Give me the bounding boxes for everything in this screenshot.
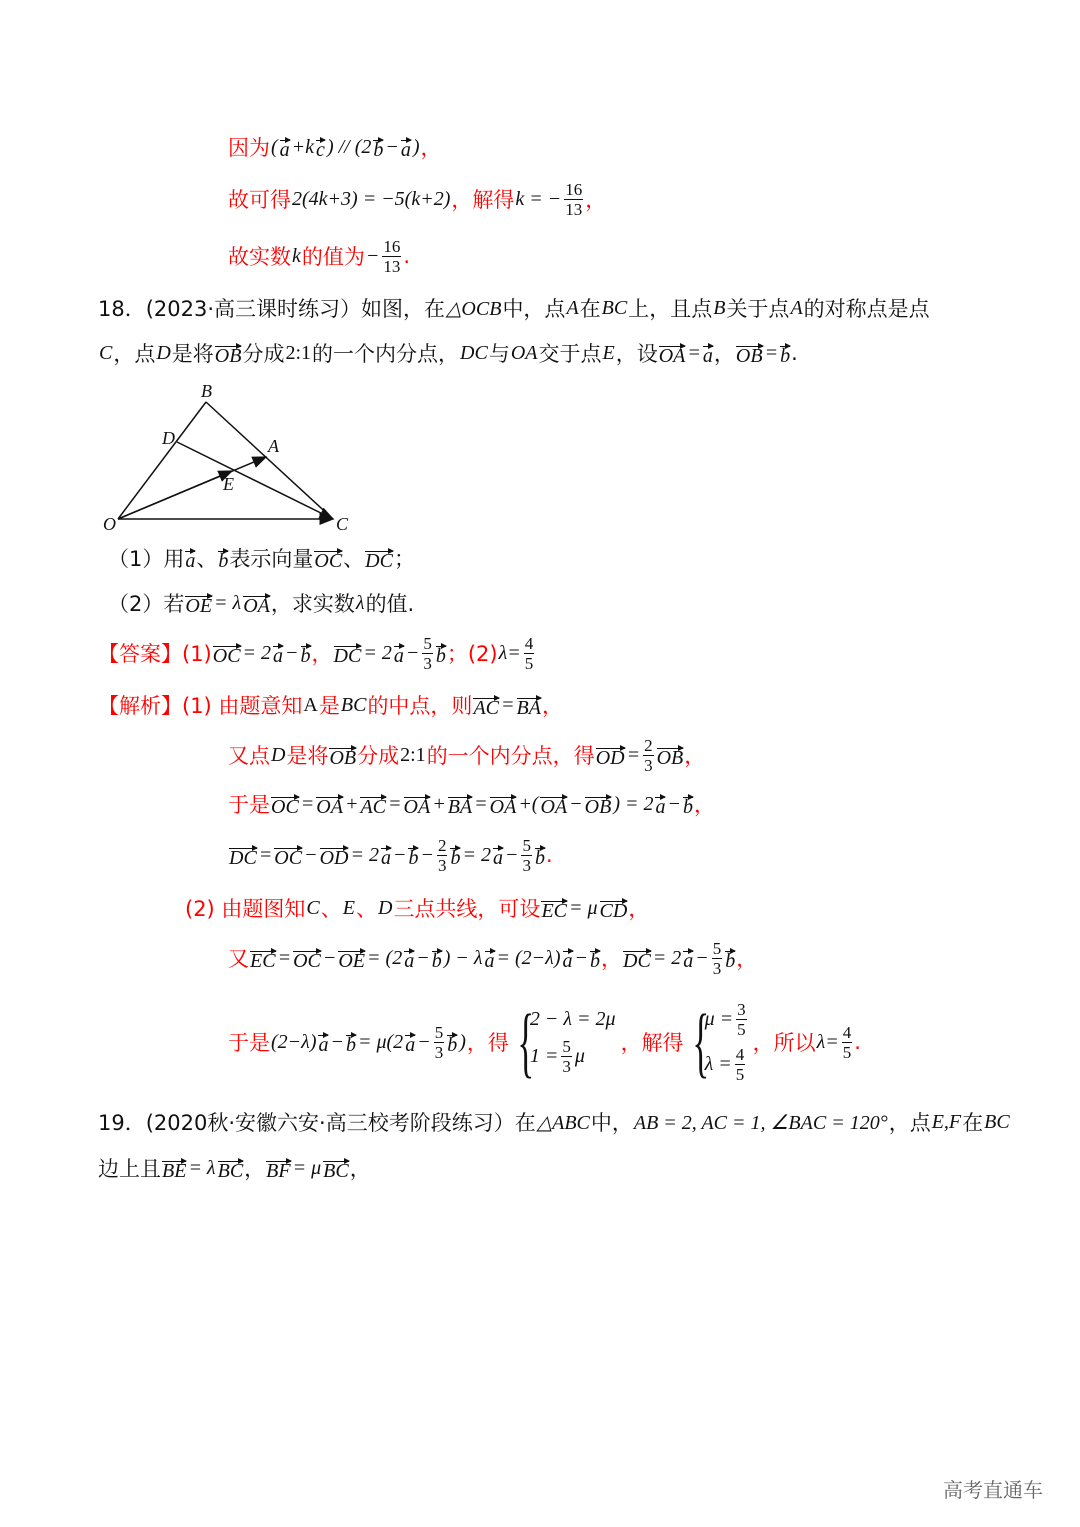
vector: b bbox=[373, 139, 384, 161]
math-expression: DC bbox=[460, 341, 488, 364]
vector: OB bbox=[584, 796, 612, 818]
label-b: B bbox=[201, 381, 212, 401]
text-run: ， bbox=[420, 136, 442, 160]
text-run: ，点 bbox=[888, 1111, 931, 1135]
vector: OA bbox=[316, 796, 343, 818]
math-expression: ) // (2 bbox=[326, 135, 372, 158]
math-expression: △ABC bbox=[536, 1111, 590, 1134]
vector: BC bbox=[323, 1160, 349, 1182]
text-run: ， bbox=[628, 897, 650, 921]
system-row bbox=[529, 1008, 617, 1031]
text-run: 中，点 bbox=[502, 297, 566, 321]
text-run: 的一个内分点，得 bbox=[426, 744, 595, 768]
system-rows bbox=[704, 1000, 749, 1084]
math-expression: + bbox=[432, 792, 446, 815]
math-expression: D bbox=[156, 341, 171, 364]
vector: b bbox=[682, 796, 693, 818]
vector: OA bbox=[489, 796, 517, 818]
text-run: 的对称点是点 bbox=[803, 297, 930, 321]
math-expression: (2−λ) bbox=[271, 1030, 317, 1053]
math-expression: = μ bbox=[569, 896, 598, 919]
vector: CD bbox=[599, 900, 628, 922]
fraction bbox=[434, 1023, 445, 1062]
fraction-denominator: 3 bbox=[423, 653, 432, 673]
vector: OA bbox=[243, 595, 270, 617]
text-run: ， bbox=[585, 188, 607, 212]
vector: OB bbox=[329, 747, 357, 769]
text-run: 因为 bbox=[228, 136, 270, 160]
text-run: ，求实数 bbox=[270, 592, 355, 616]
fraction bbox=[643, 736, 654, 775]
math-expression: = 2 bbox=[462, 843, 491, 866]
vector: a bbox=[273, 645, 284, 667]
math-expression: D bbox=[377, 896, 393, 919]
equation-system bbox=[513, 998, 617, 1085]
text-run: 故可得 bbox=[228, 188, 291, 212]
math-expression: λ bbox=[355, 591, 365, 614]
text-run: 、 bbox=[320, 897, 342, 921]
math-expression: BC bbox=[601, 296, 628, 319]
text-run: （2）若 bbox=[108, 592, 185, 616]
text-run: ，点 bbox=[113, 342, 156, 366]
text-run: 与 bbox=[488, 342, 510, 366]
system-row bbox=[704, 1000, 749, 1039]
math-expression: = (2 bbox=[367, 946, 403, 969]
text-run: 的中点，则 bbox=[367, 694, 473, 718]
math-expression: = bbox=[764, 341, 779, 364]
vector: OC bbox=[212, 645, 241, 667]
vector: a bbox=[404, 950, 415, 972]
text-run: 于是 bbox=[228, 793, 270, 817]
label-o: O bbox=[103, 514, 116, 534]
vector: b bbox=[435, 645, 446, 667]
text-run: 边上且 bbox=[98, 1157, 161, 1181]
label-a: A bbox=[268, 436, 279, 456]
fraction-denominator: 5 bbox=[524, 653, 534, 673]
math-expression: BC bbox=[984, 1110, 1010, 1133]
text-run: ， bbox=[693, 793, 715, 817]
text-run: 分成 bbox=[357, 744, 400, 768]
math-expression: = (2−λ) bbox=[496, 946, 561, 969]
text-run: ， bbox=[684, 744, 706, 768]
math-expression: − bbox=[285, 641, 299, 664]
vector: a bbox=[702, 345, 713, 367]
fraction-denominator: 3 bbox=[712, 958, 722, 978]
text-run: ， bbox=[541, 694, 563, 718]
vector: OB bbox=[735, 345, 763, 367]
math-upright: 2:1 bbox=[285, 341, 312, 364]
vector: b bbox=[345, 1034, 356, 1056]
math-expression: − bbox=[695, 946, 709, 969]
vector: b bbox=[780, 345, 791, 367]
math-expression: − bbox=[667, 792, 681, 815]
fraction-numerator: 4 bbox=[524, 633, 534, 653]
vector-dc bbox=[177, 442, 333, 519]
text-run: ，解得 bbox=[451, 188, 515, 212]
fraction-numerator: 5 bbox=[712, 938, 722, 958]
text-run: （1）用 bbox=[108, 547, 185, 571]
math-expression: − bbox=[420, 843, 434, 866]
text-run: ， bbox=[736, 947, 758, 971]
math-expression: μ bbox=[574, 1045, 585, 1067]
math-expression: E,F bbox=[931, 1110, 962, 1133]
math-expression: − bbox=[392, 843, 407, 866]
text-run: ，得 bbox=[466, 1031, 509, 1055]
text-run: 中， bbox=[590, 1111, 633, 1135]
fraction bbox=[437, 836, 448, 875]
fraction bbox=[521, 836, 532, 875]
vector: DC bbox=[333, 645, 362, 667]
text-run: ， bbox=[349, 1157, 371, 1181]
vector: DC bbox=[229, 847, 257, 869]
math-expression: − bbox=[405, 641, 420, 664]
fraction bbox=[561, 1037, 572, 1076]
math-expression: − bbox=[569, 792, 583, 815]
text-run: . bbox=[403, 244, 411, 268]
math-expression: = 2 bbox=[242, 641, 272, 664]
vector: a bbox=[279, 139, 290, 161]
fraction-denominator: 3 bbox=[644, 755, 653, 775]
math-expression: k bbox=[292, 244, 301, 267]
text-run: 是将 bbox=[171, 342, 214, 366]
vector: b bbox=[300, 645, 311, 667]
math-expression: ) bbox=[459, 1030, 466, 1053]
label-d: D bbox=[162, 428, 175, 448]
text-run: (2) 由题图知 bbox=[185, 897, 306, 921]
fraction bbox=[422, 634, 433, 673]
fraction-denominator: 5 bbox=[842, 1042, 852, 1062]
fraction-numerator: 5 bbox=[562, 1037, 571, 1056]
label-c: C bbox=[336, 514, 349, 534]
text-run: . bbox=[854, 1030, 861, 1054]
math-expression: = 2 bbox=[363, 641, 392, 664]
vector: a bbox=[562, 950, 573, 972]
vector: OB bbox=[214, 345, 242, 367]
math-expression: C bbox=[306, 896, 320, 919]
vector: b bbox=[450, 847, 461, 869]
math-expression: = μ bbox=[292, 1156, 322, 1179]
answer-line bbox=[98, 623, 536, 683]
math-expression: = μ(2 bbox=[357, 1030, 404, 1053]
math-expression: k = − bbox=[515, 187, 562, 210]
vector: b bbox=[590, 950, 600, 972]
text-run: ，设 bbox=[615, 342, 658, 366]
vector: c bbox=[316, 139, 325, 161]
text-run: 上，且点 bbox=[628, 297, 713, 321]
math-expression: − bbox=[416, 946, 430, 969]
fraction bbox=[712, 939, 723, 978]
vector: b bbox=[725, 950, 736, 972]
fraction-denominator: 13 bbox=[383, 256, 401, 276]
math-expression: E bbox=[602, 341, 615, 364]
left-brace-icon: { bbox=[517, 998, 535, 1085]
fraction-numerator: 4 bbox=[842, 1022, 852, 1042]
system-rows bbox=[529, 1008, 617, 1076]
math-expression: E bbox=[342, 896, 355, 919]
math-expression: 2(4k+3) = −5(k+2) bbox=[292, 187, 451, 210]
fraction-denominator: 3 bbox=[522, 855, 531, 875]
text-run: ； bbox=[393, 547, 415, 571]
math-expression: = bbox=[474, 792, 488, 815]
math-upright: A bbox=[303, 693, 318, 716]
math-expression: AB = 2, AC = 1, ∠BAC = 120° bbox=[633, 1111, 888, 1134]
vector: BE bbox=[162, 1160, 187, 1182]
label-e: E bbox=[223, 474, 234, 494]
fraction-numerator: 4 bbox=[735, 1045, 745, 1064]
vector: a bbox=[393, 645, 404, 667]
text-run: ，所以 bbox=[752, 1031, 816, 1055]
math-expression: = bbox=[300, 792, 315, 815]
text-run: ， bbox=[311, 642, 333, 666]
vector: EC bbox=[250, 950, 276, 972]
fraction bbox=[842, 1023, 853, 1062]
vector: OC bbox=[314, 550, 343, 572]
triangle-figure bbox=[95, 378, 365, 538]
watermark: 高考直通车 bbox=[943, 1478, 1043, 1502]
vector: OC bbox=[293, 950, 321, 972]
text-run: 是 bbox=[318, 694, 340, 718]
vector: a bbox=[492, 847, 503, 869]
fraction-denominator: 5 bbox=[737, 1020, 746, 1039]
vector: OD bbox=[595, 747, 625, 769]
text-run: 19．(2020秋·安徽六安·高三校考阶段练习）在 bbox=[98, 1111, 536, 1135]
text-run: 在 bbox=[962, 1111, 984, 1135]
text-run: 、 bbox=[196, 547, 218, 571]
math-expression: = 2 bbox=[652, 946, 682, 969]
fraction bbox=[736, 1000, 747, 1039]
math-expression: 2 − λ = 2μ bbox=[529, 1008, 616, 1030]
vector: a bbox=[405, 1034, 416, 1056]
text-run: 的一个内分点， bbox=[312, 342, 460, 366]
math-expression: ) = 2 bbox=[613, 792, 654, 815]
fraction-numerator: 5 bbox=[522, 835, 531, 855]
math-expression: D bbox=[271, 743, 286, 766]
vector: BA bbox=[447, 796, 473, 818]
math-expression: − bbox=[574, 946, 588, 969]
text-run: ，解得 bbox=[620, 1031, 684, 1055]
text-run: 的值. bbox=[365, 592, 415, 616]
math-expression: = λ bbox=[188, 1156, 216, 1179]
vector: BF bbox=[266, 1160, 291, 1182]
text-run: 又 bbox=[228, 947, 249, 971]
vector: a bbox=[655, 796, 666, 818]
question-19-line-2 bbox=[98, 1138, 371, 1198]
math-expression: OA bbox=[510, 341, 538, 364]
math-expression: A bbox=[566, 296, 579, 319]
text-run: ；(2) bbox=[446, 642, 498, 666]
vector: BC bbox=[217, 1160, 244, 1182]
text-run: . bbox=[545, 843, 553, 867]
math-expression: △OCB bbox=[446, 297, 502, 320]
math-expression: = bbox=[687, 341, 701, 364]
vector: a bbox=[380, 847, 391, 869]
text-run: ， bbox=[713, 342, 735, 366]
solution-line-parallel bbox=[228, 117, 442, 177]
text-run: 【解析】(1) 由题意知 bbox=[98, 694, 303, 718]
vector: a bbox=[683, 950, 694, 972]
fraction-denominator: 3 bbox=[434, 1042, 444, 1062]
fraction-denominator: 13 bbox=[565, 199, 583, 219]
fraction-denominator: 5 bbox=[735, 1065, 745, 1084]
math-expression: ) − λ bbox=[443, 946, 483, 969]
system-row bbox=[704, 1045, 749, 1084]
vector: OA bbox=[658, 345, 686, 367]
math-expression: BC bbox=[340, 693, 367, 716]
vector: b bbox=[431, 950, 442, 972]
text-run: 故实数 bbox=[228, 245, 291, 269]
vector: b bbox=[218, 550, 229, 572]
solution-line-k-value bbox=[228, 226, 410, 286]
text-run: . bbox=[791, 341, 798, 365]
text-run: 三点共线，可设 bbox=[393, 897, 541, 921]
math-expression: = λ bbox=[214, 591, 242, 614]
fraction bbox=[524, 634, 535, 673]
fraction-numerator: 16 bbox=[565, 179, 583, 199]
math-expression: λ = bbox=[704, 1053, 732, 1075]
math-expression: B bbox=[713, 296, 726, 319]
segment-ob bbox=[118, 402, 206, 519]
vector: OA bbox=[403, 796, 431, 818]
math-expression: = bbox=[388, 792, 402, 815]
math-expression: C bbox=[99, 341, 113, 364]
vector: OC bbox=[274, 847, 303, 869]
text-run: ， bbox=[601, 947, 622, 971]
analysis-line-4 bbox=[228, 825, 553, 885]
system-row bbox=[529, 1037, 617, 1076]
math-expression: = bbox=[277, 946, 292, 969]
math-upright: 2:1 bbox=[400, 743, 426, 766]
vector: OA bbox=[540, 796, 568, 818]
text-run: 于是 bbox=[228, 1031, 270, 1055]
vector: DC bbox=[365, 550, 393, 572]
text-run: 表示向量 bbox=[229, 547, 314, 571]
vector: a bbox=[484, 950, 495, 972]
text-run: 关于点 bbox=[726, 297, 790, 321]
fraction-numerator: 5 bbox=[423, 633, 432, 653]
vector: a bbox=[400, 139, 411, 161]
vector: BA bbox=[516, 697, 541, 719]
fraction-numerator: 16 bbox=[383, 236, 401, 256]
text-run: 、 bbox=[355, 897, 377, 921]
math-expression: − bbox=[322, 946, 337, 969]
analysis-part-2-line-3 bbox=[228, 987, 861, 1097]
segment-bc bbox=[206, 402, 333, 519]
math-expression: 1 = bbox=[529, 1045, 559, 1067]
vector: a bbox=[318, 1034, 329, 1056]
math-expression: ) bbox=[412, 135, 420, 158]
text-run: 【答案】(1) bbox=[98, 642, 212, 666]
math-expression: +k bbox=[291, 135, 315, 158]
math-expression: − bbox=[504, 843, 519, 866]
math-expression: − bbox=[417, 1030, 431, 1053]
text-run: 分成 bbox=[242, 342, 285, 366]
math-expression: − bbox=[330, 1030, 344, 1053]
text-run: 是将 bbox=[286, 744, 329, 768]
math-expression: A bbox=[790, 296, 803, 319]
text-run: 、 bbox=[343, 547, 365, 571]
math-expression: λ= bbox=[816, 1030, 839, 1053]
math-expression: μ = bbox=[704, 1008, 734, 1030]
fraction-denominator: 3 bbox=[562, 1057, 571, 1076]
vector: AC bbox=[360, 796, 387, 818]
text-run: 在 bbox=[579, 297, 601, 321]
fraction-numerator: 2 bbox=[644, 735, 653, 755]
math-expression: − bbox=[385, 135, 399, 158]
text-run: 又点 bbox=[228, 744, 270, 768]
vector: EC bbox=[541, 900, 567, 922]
vector: DC bbox=[623, 950, 651, 972]
vector: OE bbox=[338, 950, 366, 972]
fraction bbox=[735, 1045, 746, 1084]
analysis-part-2-line-2 bbox=[228, 928, 757, 988]
text-run: ， bbox=[244, 1157, 266, 1181]
left-brace-icon: { bbox=[691, 998, 709, 1085]
math-expression: = 2 bbox=[350, 843, 379, 866]
vector: OB bbox=[656, 747, 684, 769]
vector: OE bbox=[185, 595, 213, 617]
text-run: 18．(2023·高三课时练习）如图，在 bbox=[98, 297, 446, 321]
fraction-denominator: 3 bbox=[437, 855, 447, 875]
math-expression: − bbox=[304, 843, 318, 866]
math-expression: ( bbox=[271, 135, 278, 158]
fraction bbox=[564, 180, 583, 219]
vector: b bbox=[447, 1034, 458, 1056]
vector: b bbox=[534, 847, 545, 869]
question-18-line-2 bbox=[98, 323, 798, 383]
math-expression: +( bbox=[518, 792, 539, 815]
fraction-numerator: 2 bbox=[437, 835, 447, 855]
math-expression: − bbox=[365, 244, 380, 267]
text-run: 交于点 bbox=[538, 342, 602, 366]
math-expression: = bbox=[258, 843, 273, 866]
math-expression: = bbox=[626, 743, 641, 766]
vector: b bbox=[408, 847, 419, 869]
equation-system bbox=[688, 1000, 749, 1084]
vector: a bbox=[185, 550, 196, 572]
fraction-numerator: 3 bbox=[737, 1000, 746, 1019]
text-run: 的值为 bbox=[301, 245, 365, 269]
vector: OC bbox=[271, 796, 299, 818]
fraction bbox=[382, 237, 401, 276]
vector: OD bbox=[319, 847, 349, 869]
math-expression: λ= bbox=[498, 641, 521, 664]
vector: AC bbox=[473, 697, 499, 719]
math-expression: = bbox=[501, 693, 515, 716]
math-expression: + bbox=[344, 792, 359, 815]
solution-line-equation bbox=[228, 169, 606, 229]
fraction-numerator: 5 bbox=[434, 1022, 444, 1042]
vector-oe bbox=[118, 471, 232, 519]
